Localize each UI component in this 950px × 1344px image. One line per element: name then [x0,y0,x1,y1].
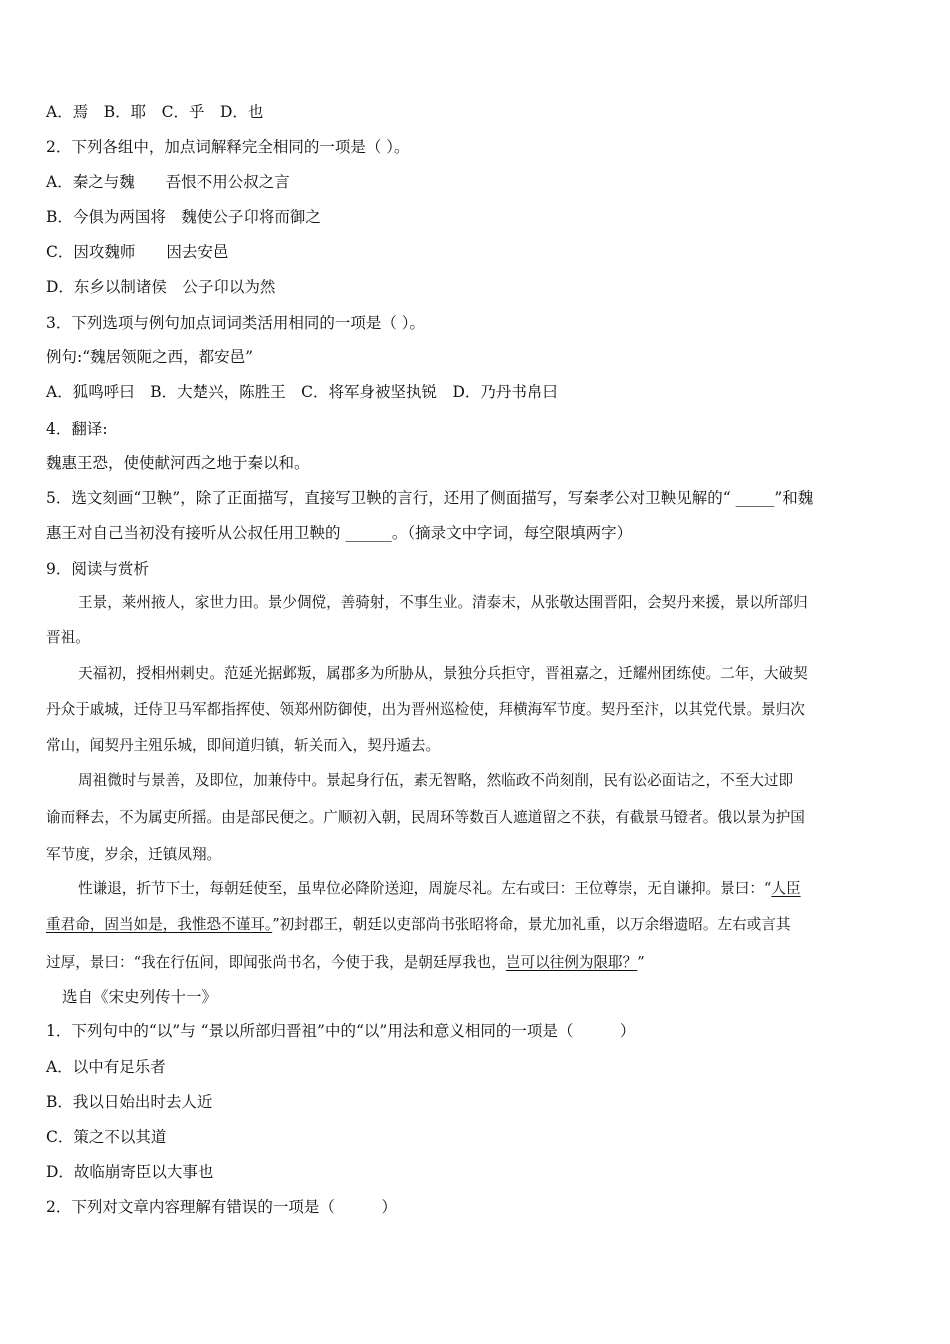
q4-sentence: 魏惠王恐，使使献河西之地于秦以和。 [46,454,310,472]
passage-p1-line-2: 晋祖。 [46,629,90,646]
passage-p2-line-2: 丹众于戚城，迁侍卫马军都指挥使、领郑州防御使，出为晋州巡检使，拜横海军节度。契丹至汴，以其党代景。景归次 [46,701,805,718]
q9-1-option-c: C．策之不以其道 [46,1128,167,1146]
q3-options: A．狐鸣呼曰 B．大楚兴，陈胜王 C．将军身被坚执锐 D．乃丹书帛曰 [46,383,558,401]
underlined-phrase: 重君命，固当如是，我惟恐不谨耳。 [46,916,273,933]
passage-p2-line-1: 天福初，授相州刺史。范延光据邺叛，属郡多为所胁从，景独分兵拒守，晋祖嘉之，迁耀州团练使。二年，大破契 [78,665,808,682]
passage-p3-line-3: 军节度，岁余，迁镇凤翔。 [46,846,222,863]
q9-1-option-b: B．我以日始出时去人近 [46,1093,213,1111]
passage-p1-line-1: 王景，莱州掖人，家世力田。景少倜傥，善骑射，不事生业。清泰末，从张敬达围晋阳，会契丹来援，景以所部归 [78,594,808,611]
underlined-phrase: 人臣 [771,880,801,897]
q2-option-b: B．今俱为两国将 魏使公子卬将而御之 [46,208,321,226]
q2-option-a: A．秦之与魏 吾恨不用公叔之言 [46,173,290,191]
q3-example: 例句:“魏居领阨之西，都安邑” [46,348,254,366]
passage-source: 选自《宋史列传十一》 [62,988,218,1006]
q3-stem: 3．下列选项与例句加点词词类活用相同的一项是（ ）。 [46,314,426,332]
q4-stem: 4．翻译: [46,420,108,438]
q2-option-c: C．因攻魏师 因去安邑 [46,243,229,261]
q9-1-option-a: A．以中有足乐者 [46,1058,166,1076]
q2-stem: 2．下列各组中，加点词解释完全相同的一项是（ ）。 [46,138,410,156]
passage-p3-line-2: 谕而释去，不为属吏所摇。由是部民便之。广顺初入朝，民周环等数百人遮道留之不获，有截景马镫者。俄以景为护国 [46,809,805,826]
q2-option-d: D．东乡以制诸侯 公子卬以为然 [46,278,276,296]
q9-1-stem: 1．下列句中的“以”与 “景以所部归晋祖”中的“以”用法和意义相同的一项是（ ） [46,1022,636,1040]
passage-p2-line-3: 常山，闻契丹主殂乐城，即间道归镇，斩关而入，契丹遁去。 [46,737,441,754]
underlined-phrase: 岂可以往例为限耶？ [505,954,638,971]
q1-options: A．焉 B．耶 C．乎 D．也 [46,103,264,121]
q9-2-stem: 2．下列对文章内容理解有错误的一项是（ ） [46,1198,397,1216]
passage-p3-line-1: 周祖微时与景善，及即位，加兼侍中。景起身行伍，素无智略，然临政不尚刻削，民有讼必面诘之，不至大过即 [78,772,794,789]
q5-line-2: 惠王对自己当初没有接听从公叔任用卫鞅的 ______。（摘录文中字词，每空限填两字） [46,524,633,542]
section-9-heading: 9．阅读与赏析 [46,560,149,578]
passage-p4-line-1: 性谦退，折节下士，每朝廷使至，虽卑位必降阶送迎，周旋尽礼。左右或曰：王位尊崇，无自谦抑。景曰：“人臣 [78,880,801,897]
q5-line-1: 5．选文刻画“卫鞅”，除了正面描写，直接写卫鞅的言行，还用了侧面描写，写秦孝公对卫鞅见解的“ _____”和魏 [46,489,814,507]
passage-p4-line-2: 重君命，固当如是，我惟恐不谨耳。”初封郡王，朝廷以吏部尚书张昭将命，景尤加礼重，以万余缗遗昭。左右或言其 [46,916,791,933]
q9-1-option-d: D．故临崩寄臣以大事也 [46,1163,214,1181]
passage-p4-line-3: 过厚，景曰：“我在行伍间，即闻张尚书名，今使于我，是朝廷厚我也，岂可以往例为限耶？” [46,954,645,971]
